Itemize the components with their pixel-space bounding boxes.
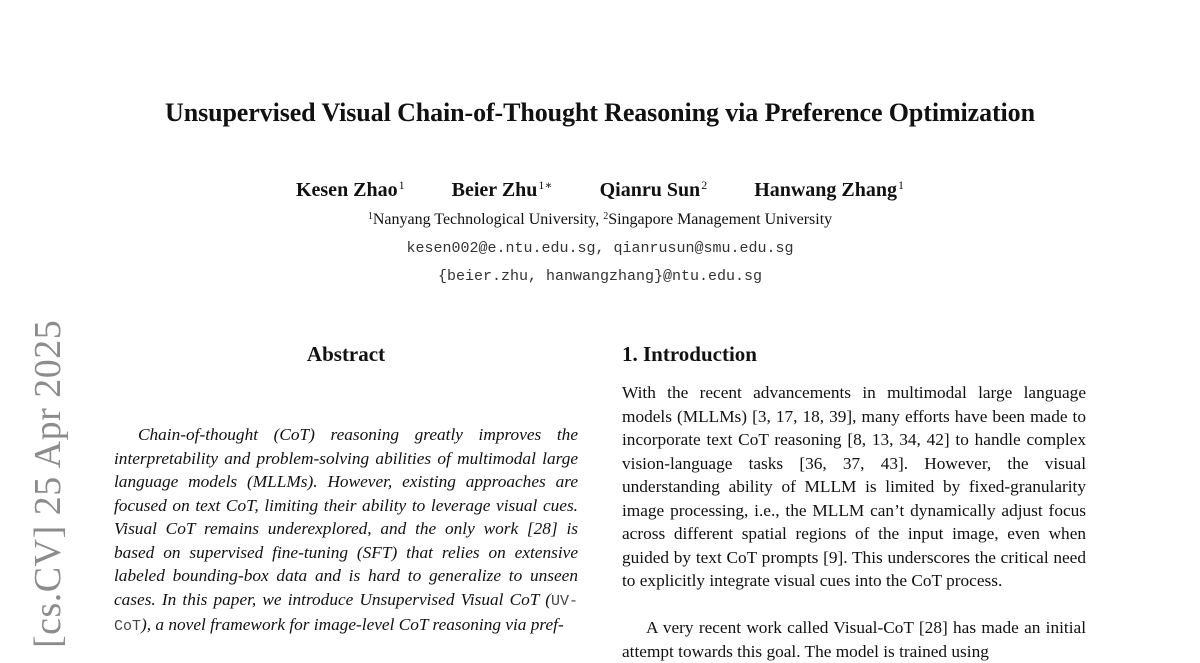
abstract-text: Chain-of-thought (CoT) reasoning greatly improves the interpretability and problem-solving abilities of multimodal large language models (MLLMs). However, existing approaches are focused on text CoT, limiting their ability to leverage visual cues. Visual CoT remains underexplored, and the only work [28] is based on supervised fine-tuning (SFT) that relies on extensive labeled bounding-box data and is hard to generalize to unseen cases. In this paper, we introduce Unsupervised Visual CoT (UV-CoT), a novel framework for image-level CoT reasoning via pref- xyxy=(114,425,578,635)
author-emails: {beier.zhu, hanwangzhang}@ntu.edu.sg xyxy=(437,268,763,285)
affiliations: $^1$Nanyang Technological University, $^2$Singapore Management University xyxy=(367,211,833,228)
arxiv-identifier-stamp: [cs.CV] 25 Apr 2025 xyxy=(27,319,69,648)
author-list xyxy=(0,178,1200,202)
author-name: Qianru Sun$^2$ xyxy=(599,178,708,201)
abstract-heading: Abstract xyxy=(306,342,386,366)
author-name: Hanwang Zhang$^1$ xyxy=(754,178,905,201)
author-emails: kesen002@e.ntu.edu.sg, qianrusun@smu.edu.sg xyxy=(406,240,794,257)
author-name: Beier Zhu$^{1∗}$ xyxy=(451,178,553,201)
method-acronym: UV-CoT xyxy=(114,592,578,635)
introduction-paragraph: A very recent work called Visual-CoT [28] has made an initial attempt towards this goal. The model is trained using xyxy=(622,618,1086,661)
introduction-paragraph: With the recent advancements in multimodal large language models (MLLMs) [3, 17, 18, 39], many efforts have been made to incorporate text CoT reasoning [8, 13, 34, 42] to handle complex vision-language tasks [36, 37, 43]. However, the visual understanding ability of MLLM is limited by fixed-granularity image processing, i.e., the MLLM can’t dynamically adjust focus across different spatial regions of the input image, even when guided by text CoT prompts [9]. This underscores the critical need to explicitly integrate visual cues into the CoT process. xyxy=(622,383,1086,590)
paper-title: Unsupervised Visual Chain-of-Thought Reasoning via Preference Optimization xyxy=(165,98,1035,127)
section-heading-introduction: 1. Introduction xyxy=(622,342,757,366)
author-name: Kesen Zhao$^1$ xyxy=(295,178,405,201)
